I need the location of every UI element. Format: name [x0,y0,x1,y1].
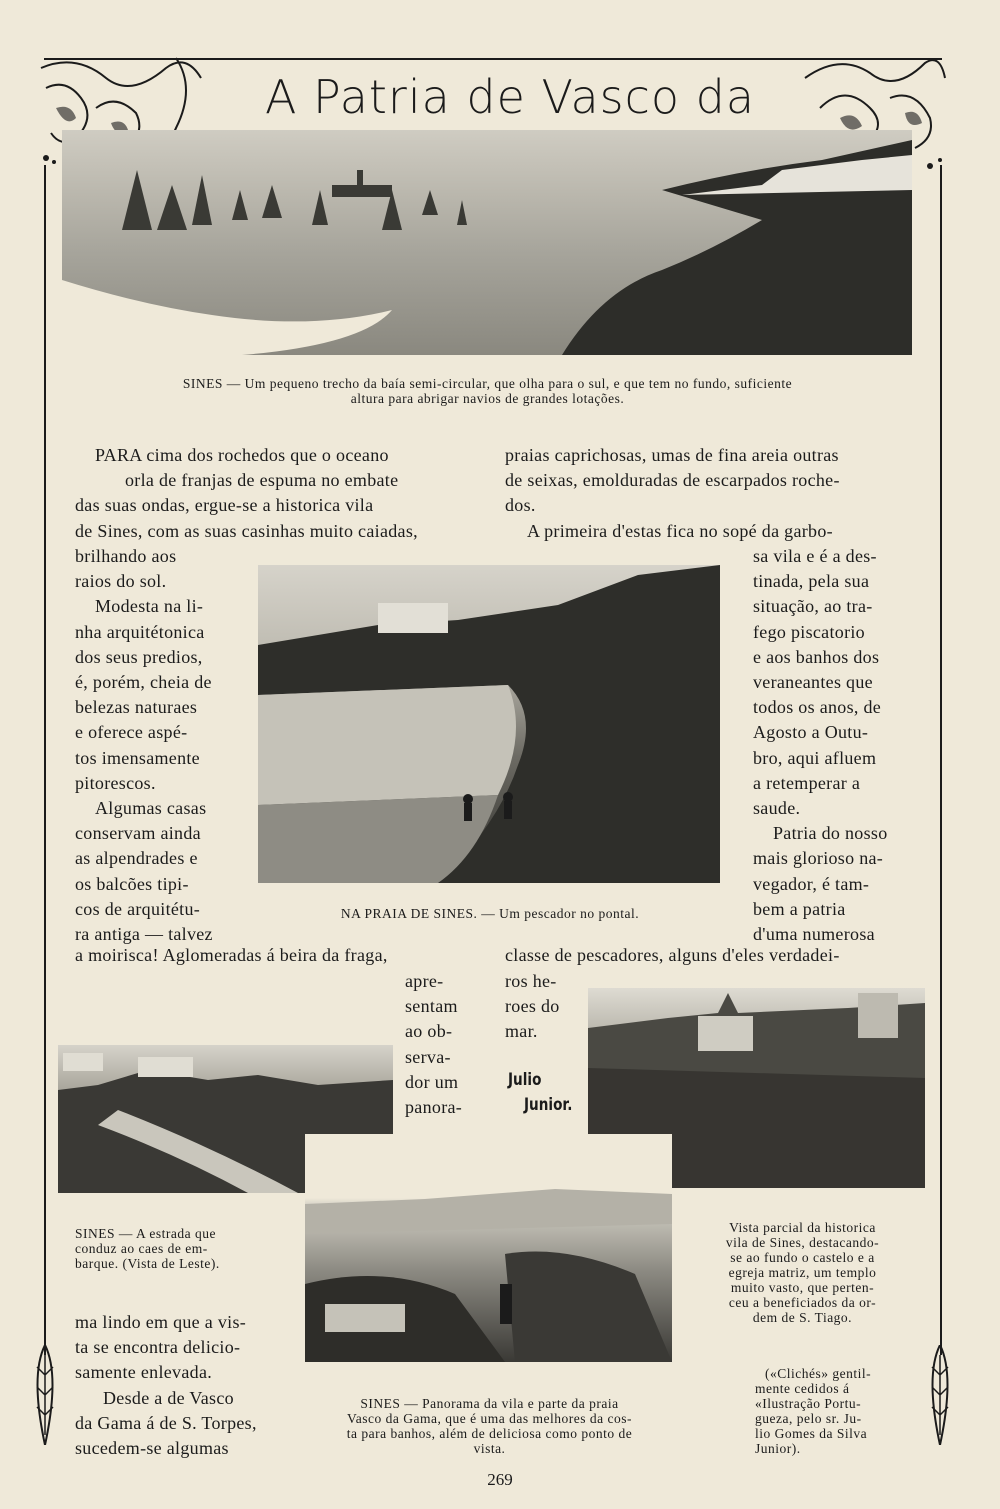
text-line: panora- [405,1097,463,1118]
text-line: de seixas, emolduradas de escarpados roche- [505,470,840,491]
text-line: samente enlevada. [75,1362,213,1383]
text-line: conservam ainda [75,823,201,844]
text-line: PARA cima dos rochedos que o oceano [95,445,389,465]
text-line: ta se encontra delicio- [75,1337,241,1358]
text-line: Agosto a Outu- [753,722,869,743]
panorama-photo-caption [292,1396,687,1456]
article-col1-full: a moirisca! Aglomeradas á beira da fraga, [75,945,388,965]
text-line: ra antiga — talvez [75,924,213,945]
text-line: e aos banhos dos [753,646,880,667]
frame-right-line [940,165,942,1355]
caption-line: lio Gomes da Silva [755,1426,868,1441]
fisherman-photo [258,565,720,883]
caption-line: se ao fundo o castelo e a [730,1250,875,1265]
text-line: nha arquitétonica [75,621,205,642]
text-line: saude. [753,798,801,819]
caption-line: ta para banhos, além de deliciosa como ponto de [346,1426,633,1441]
text-line: bem a patria [753,898,846,919]
text-line: raios do sol. [75,571,167,592]
caption-line: dem de S. Tiago. [752,1310,853,1325]
text-line: dos. [505,495,536,516]
text-line: brilhando aos [75,546,177,566]
caption-line: «Ilustração Portu- [755,1396,862,1411]
text-line: mar. [505,1021,538,1042]
caption-line: Junior). [755,1441,801,1456]
article-col1-narrow [75,544,225,947]
article-col2-narrow [753,544,903,947]
text-line: d'uma numerosa [753,924,875,945]
text-line: belezas naturaes [75,697,198,718]
author-first-name: Julio [508,1070,542,1090]
caption-line: vista. [473,1441,506,1456]
text-line: os balcões tipi- [75,873,189,894]
article-col1-bottom [75,1310,285,1461]
text-line: ma lindo em que a vis- [75,1312,247,1332]
fisherman-photo-caption: NA PRAIA DE SINES. — Um pescador no pontal. [340,906,640,921]
caption-line: altura para abrigar navios de grandes lotações. [350,391,625,406]
photo-credits [755,1366,910,1456]
article-col2-full: classe de pescadores, alguns d'eles verdadei- [505,945,840,965]
text-line: veraneantes que [753,672,873,693]
text-line: praias caprichosas, umas de fina areia outras [505,445,839,465]
text-line: das suas ondas, ergue-se a historica vila [75,495,374,516]
article-col1-top [75,443,470,544]
caption-line: barque. (Vista de Leste). [75,1256,220,1271]
caption-line: mente cedidos á [755,1381,850,1396]
caption-line: Vasco da Gama, que é uma das melhores da cos- [347,1411,632,1426]
bay-photo [62,130,912,355]
text-line: cos de arquitétu- [75,898,201,919]
caption-line: SINES — A estrada que [75,1226,216,1241]
text-line: roes do [505,996,560,1017]
article-col2-tail [505,969,585,1045]
text-line: fego piscatorio [753,621,865,642]
caption-line: vila de Sines, destacando- [725,1235,880,1250]
text-line: Patria do nosso [773,823,888,844]
text-line: orla de franjas de espuma no embate [125,470,399,491]
text-line: da Gama á de S. Torpes, [75,1412,257,1433]
caption-line: Vista parcial da historica [729,1220,876,1235]
text-line: A primeira d'estas fica no sopé da garbo- [527,520,833,541]
text-line: ros he- [505,971,557,991]
text-line: as alpendrades e [75,848,198,869]
text-line: bro, aqui afluem [753,747,877,768]
left-leaf-ornament [30,1345,60,1445]
frame-left-line [44,165,46,1355]
text-line: tos imensamente [75,747,200,768]
text-line: Desde a de Vasco [103,1387,234,1408]
text-line: sentam [405,996,458,1017]
caption-line: muito vasto, que perten- [730,1280,875,1295]
caption-line: egreja matriz, um templo [728,1265,877,1280]
text-line: situação, ao tra- [753,596,873,617]
castle-photo-caption [690,1220,915,1325]
caption-line: gueza, pelo sr. Ju- [755,1411,862,1426]
text-line: mais glorioso na- [753,848,884,869]
bay-photo-caption [70,376,905,406]
text-line: tinada, pela sua [753,571,870,592]
caption-line: conduz ao caes de em- [75,1241,208,1256]
text-line: e oferece aspé- [75,722,188,743]
page-title: A Patria de Vasco da [264,70,756,124]
page-number: 269 [487,1470,513,1489]
caption-line: («Clichés» gentil- [765,1366,872,1381]
text-line: todos os anos, de [753,697,882,718]
article-center-narrow [405,969,475,1120]
text-line: de Sines, com as suas casinhas muito caiadas, [75,520,418,541]
text-line: ao ob- [405,1021,453,1042]
text-line: serva- [405,1046,451,1067]
caption-line: SINES — Um pequeno trecho da baía semi-circular, que olha para o sul, e que tem no fundo, suficiente [182,376,793,391]
text-line: sucedem-se algumas [75,1438,229,1459]
panorama-photo [305,1134,672,1362]
text-line: apre- [405,971,444,991]
text-line: pitorescos. [75,772,156,793]
text-line: Modesta na li- [95,596,204,617]
text-line: a retemperar a [753,772,861,793]
article-col2-top [505,443,905,544]
text-line: vegador, é tam- [753,873,870,894]
right-leaf-ornament [925,1345,955,1445]
author-last-name: Junior. [524,1095,573,1115]
text-line: Algumas casas [95,798,207,819]
text-line: sa vila e é a des- [753,546,877,566]
caption-line: ceu a beneficiados da or- [728,1295,877,1310]
author-signature [508,1068,572,1118]
text-line: dos seus predios, [75,646,203,667]
text-line: é, porém, cheia de [75,672,212,693]
text-line: dor um [405,1071,459,1092]
caption-line: SINES — Panorama da vila e parte da praia [360,1396,619,1411]
road-photo-caption [75,1226,285,1271]
